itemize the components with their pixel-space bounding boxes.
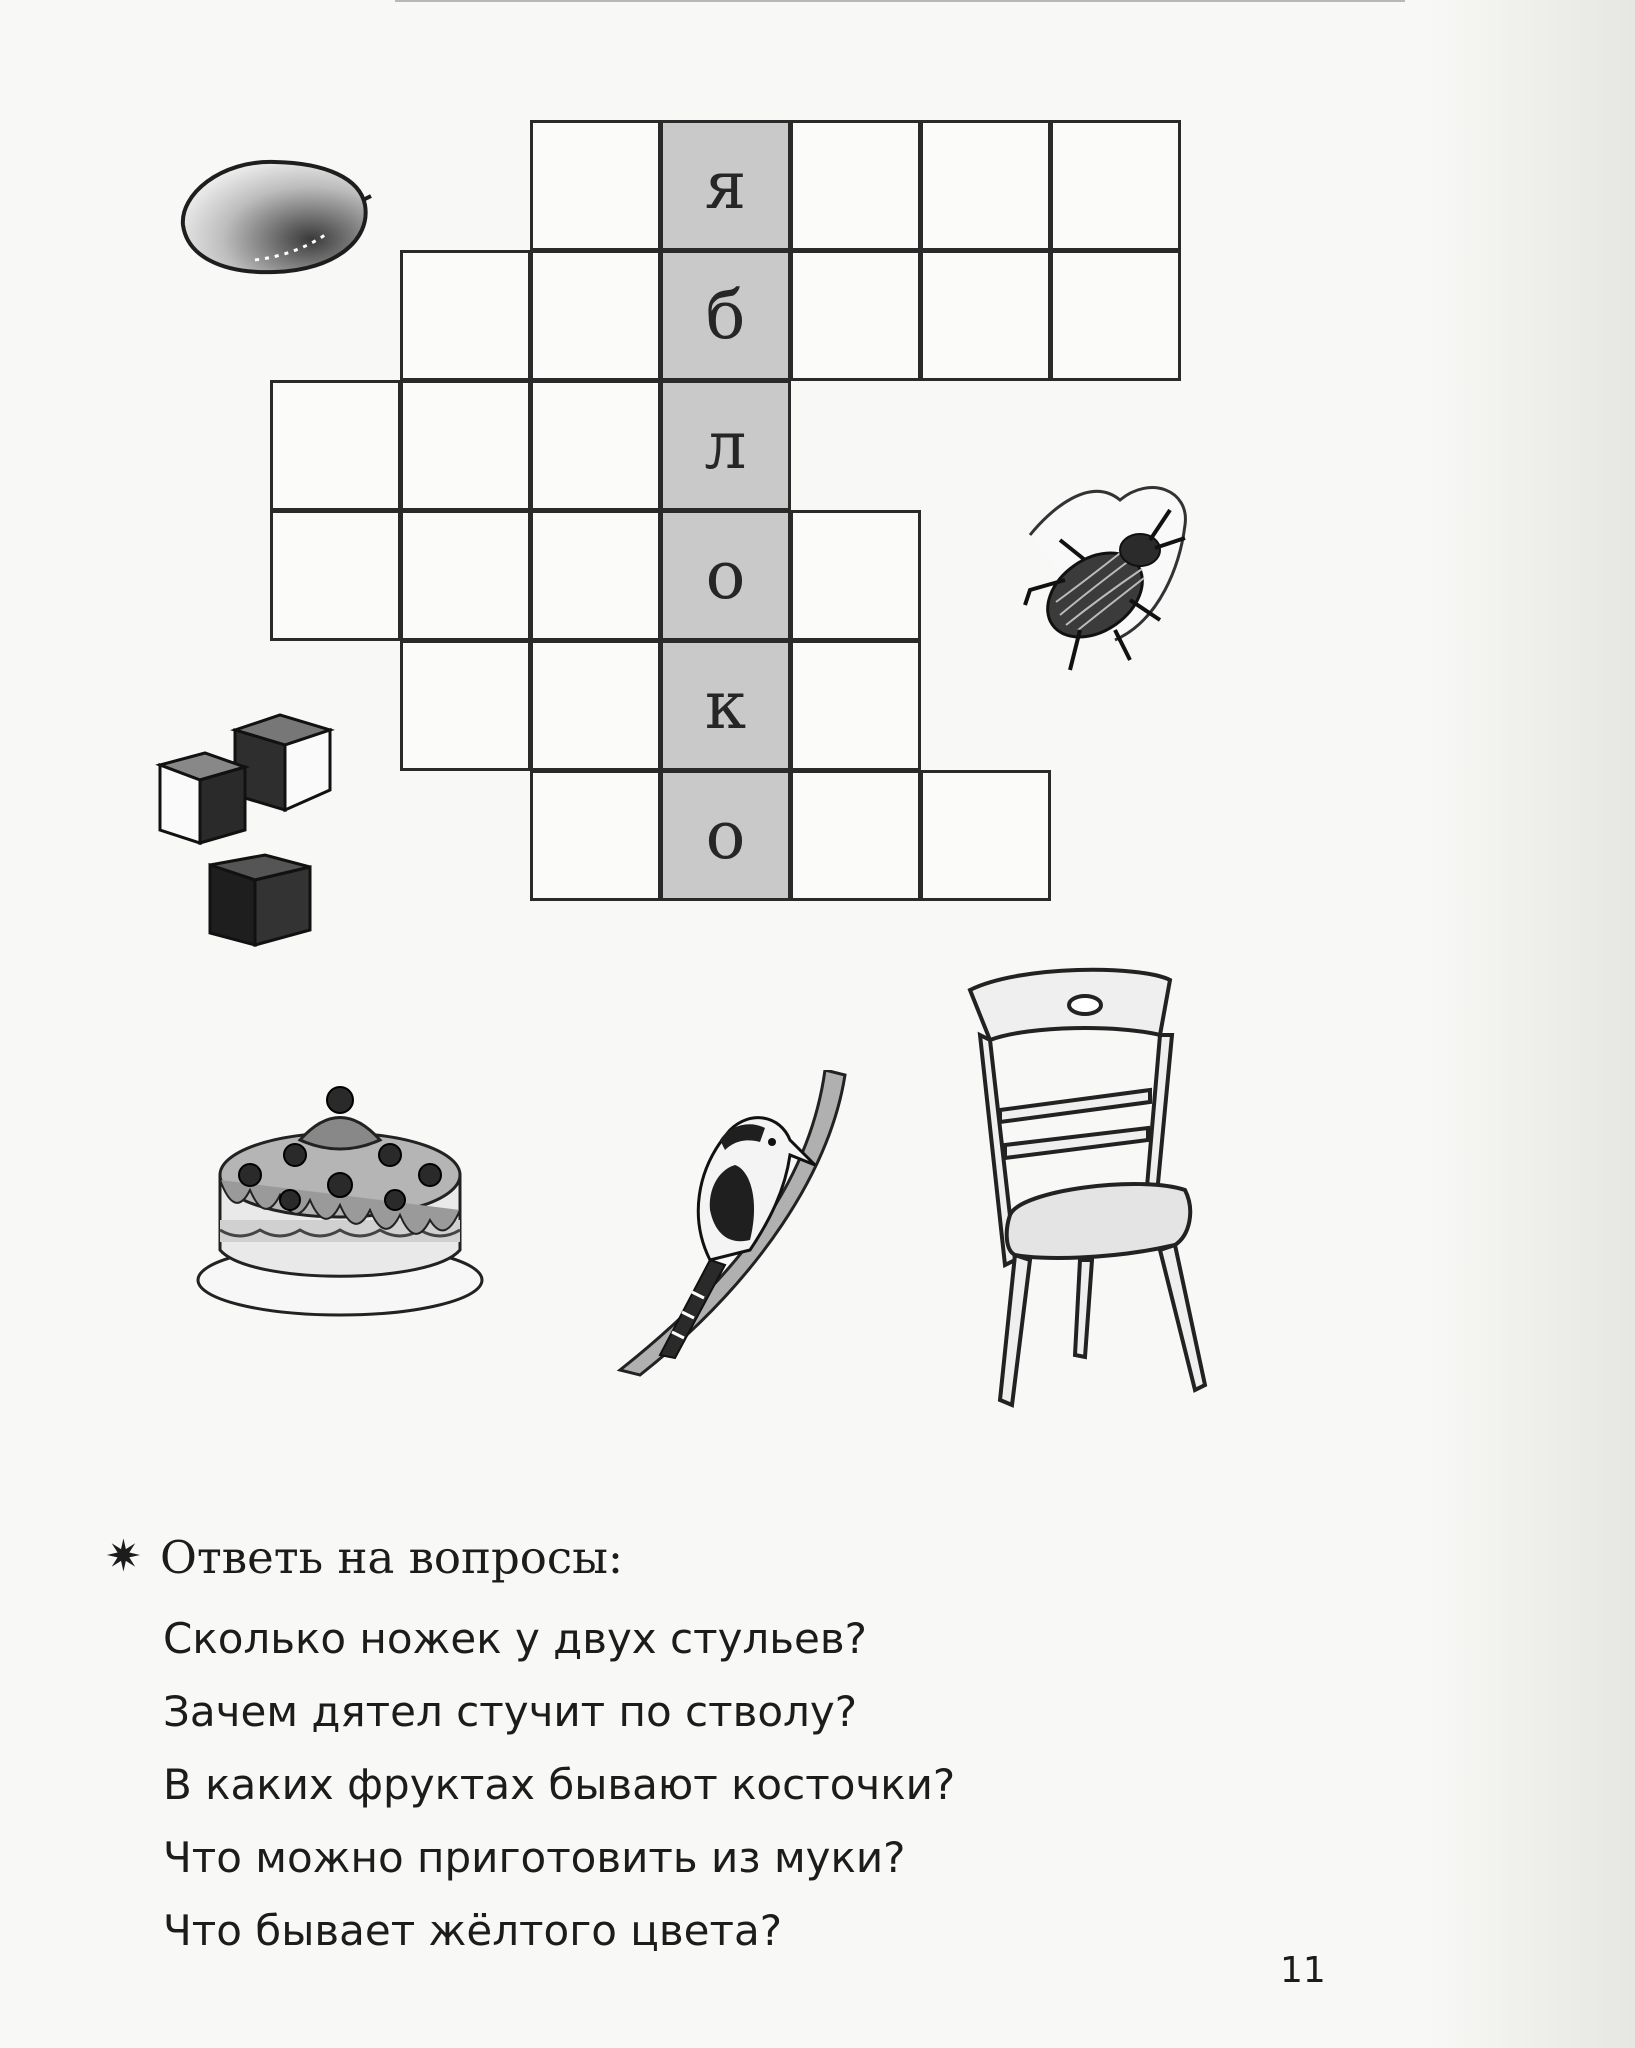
crossword-key-cell: [660, 380, 791, 511]
crossword-cell[interactable]: [530, 380, 661, 511]
crossword-key-cell: [660, 250, 791, 381]
crossword-key-cell: [660, 770, 791, 901]
asterisk-icon: ✷: [105, 1531, 142, 1582]
crossword-cell[interactable]: [530, 510, 661, 641]
crossword-key-cell: [660, 640, 791, 771]
crossword-cell[interactable]: [530, 640, 661, 771]
crossword-cell[interactable]: [920, 120, 1051, 251]
questions-section: [105, 1530, 1305, 1955]
crossword-letter: л: [704, 407, 747, 484]
crossword-cell[interactable]: [270, 380, 401, 511]
crossword-key-cell: [660, 510, 791, 641]
crossword-cell[interactable]: [400, 380, 531, 511]
crossword-letter: к: [704, 667, 747, 744]
beetle-icon: [1000, 470, 1210, 680]
crossword-cell[interactable]: [790, 120, 921, 251]
sugar-cubes-icon: [150, 705, 340, 955]
crossword-letter: о: [705, 537, 746, 614]
crossword-cell[interactable]: [790, 250, 921, 381]
question-item: Что бывает жёлтого цвета?: [163, 1906, 782, 1955]
questions-header: [105, 1530, 1305, 1590]
crossword-cell[interactable]: [920, 770, 1051, 901]
crossword-letter: я: [704, 147, 747, 224]
questions-list: [163, 1602, 955, 1967]
crossword-cell[interactable]: [270, 510, 401, 641]
cake-icon: [190, 1080, 490, 1320]
question-item: Что можно приготовить из муки?: [163, 1833, 906, 1882]
question-item: Сколько ножек у двух стульев?: [163, 1614, 867, 1663]
crossword-cell[interactable]: [920, 250, 1051, 381]
crossword-letter: б: [705, 277, 746, 354]
woodpecker-icon: [600, 1070, 860, 1380]
chair-icon: [960, 960, 1240, 1420]
crossword-cell[interactable]: [400, 510, 531, 641]
crossword-key-cell: [660, 120, 791, 251]
crossword-cell[interactable]: [530, 250, 661, 381]
crossword-cell[interactable]: [1050, 250, 1181, 381]
crossword-cell[interactable]: [400, 250, 531, 381]
crossword-letter: о: [705, 797, 746, 874]
crossword-cell[interactable]: [1050, 120, 1181, 251]
question-item: Зачем дятел стучит по стволу?: [163, 1687, 858, 1736]
question-item: В каких фруктах бывают косточки?: [163, 1760, 956, 1809]
crossword-cell[interactable]: [790, 640, 921, 771]
crossword-cell[interactable]: [790, 770, 921, 901]
lemon-icon: [175, 150, 375, 280]
questions-title: Ответь на вопросы:: [160, 1531, 624, 1584]
crossword-cell[interactable]: [790, 510, 921, 641]
crossword-cell[interactable]: [530, 120, 661, 251]
crossword-cell[interactable]: [530, 770, 661, 901]
page-number: 11: [1280, 1950, 1326, 1991]
crossword-cell[interactable]: [400, 640, 531, 771]
